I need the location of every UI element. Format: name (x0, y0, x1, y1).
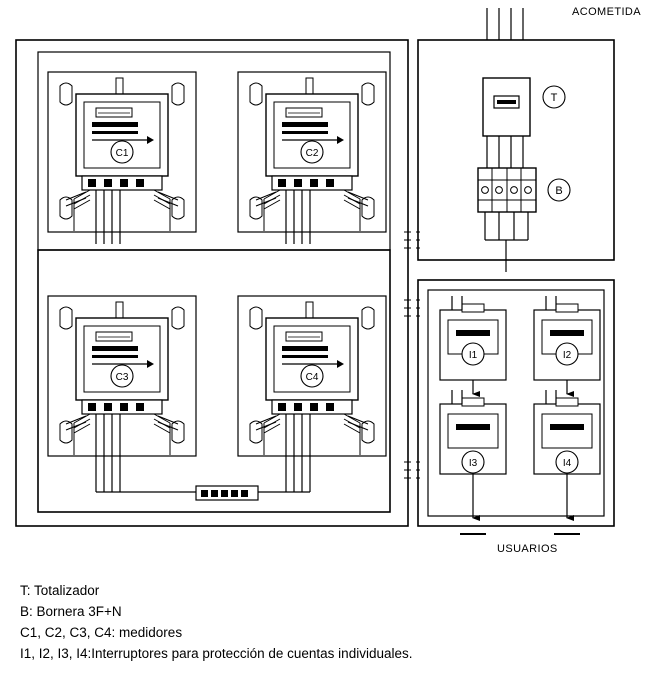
breaker-i1-tag: I1 (468, 350, 478, 361)
breaker-i4-tag: I4 (562, 458, 572, 469)
meter-c4 (238, 296, 386, 456)
legend-line-3: C1, C2, C3, C4: medidores (20, 625, 183, 640)
breaker-i2-tag: I2 (562, 350, 572, 361)
meter-c1-tag: C1 (115, 148, 129, 159)
breaker-i3-tag: I3 (468, 458, 478, 469)
breaker-i2 (534, 304, 600, 394)
meter-c3 (48, 296, 196, 456)
legend (20, 580, 620, 664)
terminal-block-tag: B (555, 185, 563, 197)
meter-c3-tag: C3 (115, 372, 129, 383)
totalizer-tag: T (550, 92, 558, 104)
acometida-label: ACOMETIDA (572, 6, 641, 18)
usuarios-label: USUARIOS (497, 543, 558, 555)
legend-line-2: B: Bornera 3F+N (20, 604, 122, 619)
legend-line-1: T: Totalizador (20, 583, 100, 598)
breaker-i1 (440, 304, 506, 394)
legend-line-4: I1, I2, I3, I4:Interruptores para protección de cuentas individuales. (20, 646, 413, 661)
bottom-terminal-strip (196, 486, 258, 500)
meter-c2 (238, 72, 386, 232)
meter-c4-tag: C4 (305, 372, 319, 383)
service-cabinet-outline (418, 40, 614, 260)
meter-c1 (48, 72, 196, 232)
meter-c2-tag: C2 (305, 148, 319, 159)
